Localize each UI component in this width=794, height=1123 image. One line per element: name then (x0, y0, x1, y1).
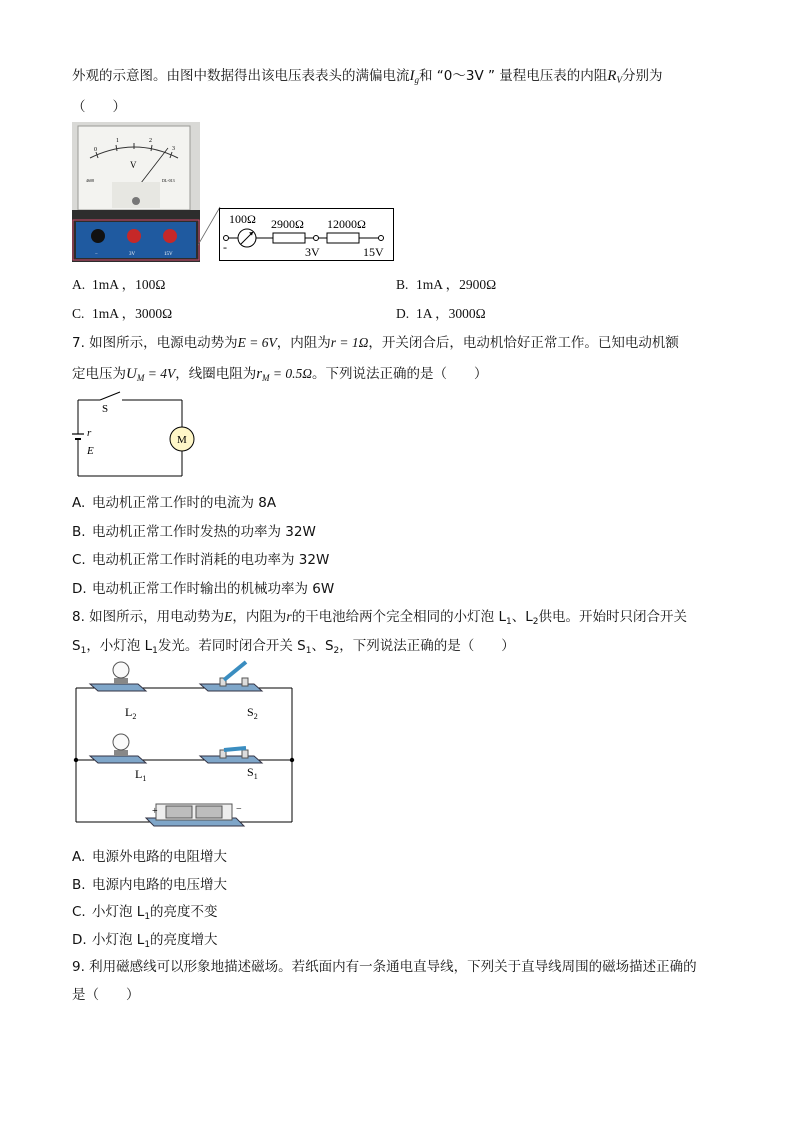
switch-s1 (200, 748, 262, 763)
internal-resistance-label: r (87, 427, 92, 439)
lamp-l1-label: $L_1$ (135, 767, 147, 783)
q9-stem-line2: 是（ ） (72, 987, 140, 1003)
q6-option-a[interactable]: A. 1mA ，100Ω (72, 277, 166, 292)
q7-stem-line1: 7. 如图所示，电源电动势为E = 6V，内阻为r = 1Ω，开关闭合后，电动机恰好正常工作。已知电动机额 (72, 335, 679, 351)
emf-label: E (87, 445, 94, 457)
rg-label: 100Ω (229, 212, 256, 226)
q9-stem-line1: 9. 利用磁感线可以形象地描述磁场。若纸面内有一条通电直导线，下列关于直导线周围的磁场描述正确的 (72, 959, 697, 975)
switch-s2-label: $S_2$ (247, 705, 258, 721)
switch-s-blade (100, 392, 120, 400)
resistor-2900 (273, 233, 305, 243)
lamp-l2 (90, 662, 146, 691)
scale-2-label: 2 (149, 138, 152, 144)
scale-0-label: 0 (94, 147, 97, 153)
r2-label: 12000Ω (327, 217, 366, 231)
q8-stem-line2: $S_1$，小灯泡 $L_1$发光。若同时闭合开关 $S_1$、$S_2$，下列说法正确的是（ ） (72, 638, 515, 656)
battery-plus-label: + (152, 806, 158, 817)
term-3v-label: 3V (129, 252, 136, 257)
meter-tag-right: DL-013 (162, 178, 175, 183)
terminal-15v-label: 15V (363, 245, 384, 259)
q8-option-d[interactable]: D. 小灯泡 $L_1$的亮度增大 (72, 932, 218, 950)
q7-option-a[interactable]: A. 电动机正常工作时的电流为 8A (72, 495, 277, 511)
motor-label: M (177, 434, 187, 446)
voltmeter-internal-circuit (219, 208, 394, 261)
scale-3-label: 3 (172, 146, 175, 152)
q8-option-c[interactable]: C. 小灯泡 $L_1$的亮度不变 (72, 904, 218, 922)
q6-option-b[interactable]: B. 1mA ，2900Ω (396, 277, 497, 292)
meter-unit-label: V (130, 160, 137, 170)
voltmeter-photo (72, 122, 200, 262)
term-neg-label: − (95, 252, 98, 257)
battery-minus-label: − (236, 804, 242, 815)
terminal-3v-label: 3V (305, 245, 320, 259)
term-15v-label: 15V (164, 252, 173, 257)
meter-tag-left: 4608 (86, 178, 94, 183)
resistor-12000 (327, 233, 359, 243)
q7-option-b[interactable]: B. 电动机正常工作时发热的功率为 32W (72, 524, 316, 540)
switch-s1-label: $S_1$ (247, 765, 258, 781)
q7-option-c[interactable]: C. 电动机正常工作时消耗的电功率为 32W (72, 552, 330, 568)
q7-circuit-figure (70, 390, 200, 480)
minus-terminal-label: - (223, 240, 227, 254)
battery-holder (146, 804, 244, 826)
rv-symbol: $R_V$ (607, 68, 622, 85)
ig-symbol: $I_g$ (409, 68, 419, 85)
switch-s-label: S (102, 403, 109, 415)
lamp-l1 (90, 734, 146, 763)
q8-circuit-figure (70, 658, 300, 838)
q8-stem-line1: 8. 如图所示，用电动势为E，内阻为r的干电池给两个完全相同的小灯泡 $L_1$、$L_2$供电。开始时只闭合开关 (72, 609, 687, 627)
switch-s2 (200, 662, 262, 691)
q6-stem-line1: 外观的示意图。由图中数据得出该电压表表头的满偏电流$I_g$和 “0～3V ” 量程电压表的内阻$R_V$分别为 (72, 68, 663, 85)
q6-option-d[interactable]: D. 1A ，3000Ω (396, 306, 486, 321)
q7-stem-line2: 定电压为$U_M = 4V$，线圈电阻为$r_M = 0.5\Omega$。下列说法正确的是（ ） (72, 366, 488, 383)
q8-option-a[interactable]: A. 电源外电路的电阻增大 (72, 849, 227, 865)
r1-label: 2900Ω (271, 217, 304, 231)
q6-stem-line2: （ ） (72, 99, 126, 115)
q8-option-b[interactable]: B. 电源内电路的电压增大 (72, 877, 227, 893)
q7-option-d[interactable]: D. 电动机正常工作时输出的机械功率为 6W (72, 581, 335, 597)
q6-option-c[interactable]: C. 1mA ，3000Ω (72, 306, 173, 321)
scale-1-label: 1 (116, 138, 119, 144)
lamp-l2-label: $L_2$ (125, 705, 137, 721)
